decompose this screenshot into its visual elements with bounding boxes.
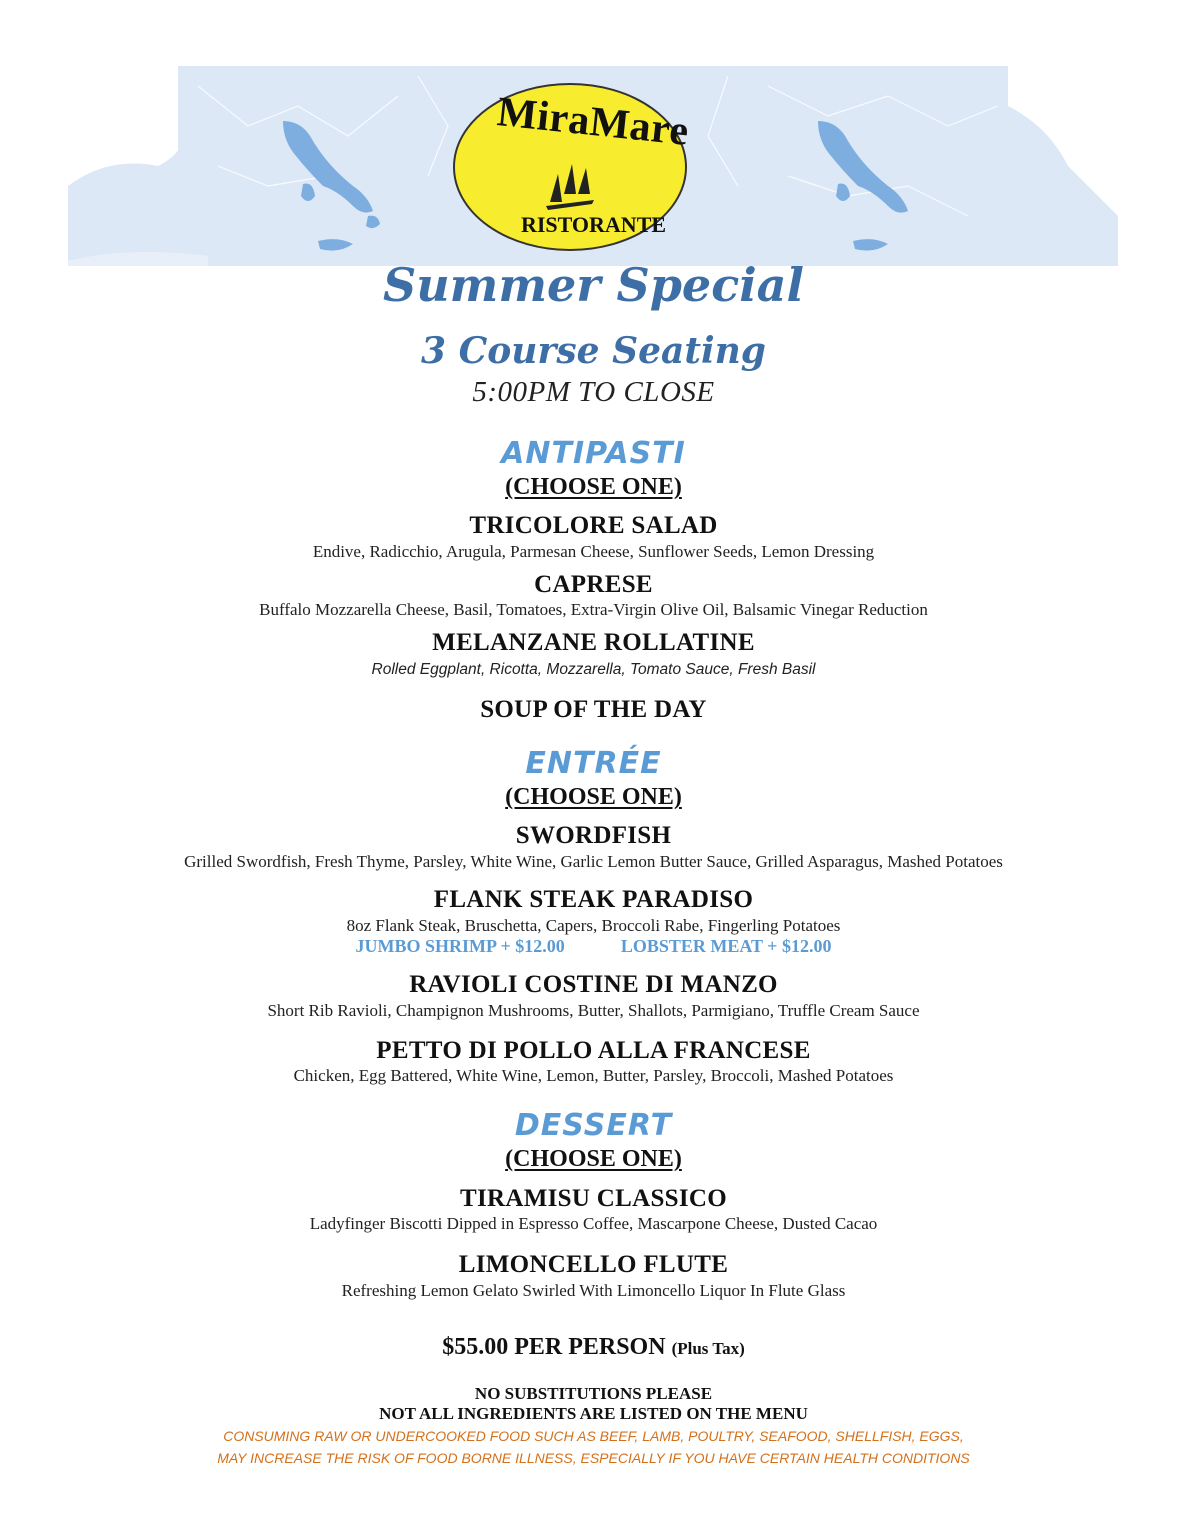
dish-name: CAPRESE [534, 571, 653, 598]
logo-name: MiraMare [495, 89, 692, 155]
price-tax-note: (Plus Tax) [671, 1339, 745, 1358]
section-heading-dessert: DESSERT [514, 1108, 673, 1143]
dish-description: Refreshing Lemon Gelato Swirled With Limoncello Liquor In Flute Glass [341, 1281, 846, 1300]
note-ingredients: NOT ALL INGREDIENTS ARE LISTED ON THE MENU [379, 1404, 808, 1423]
page-subtitle: 3 Course Seating [421, 330, 766, 372]
addon-options [0, 936, 1187, 957]
health-warning-line-1: CONSUMING RAW OR UNDERCOOKED FOOD SUCH AS BEEF, LAMB, POULTRY, SEAFOOD, SHELLFISH, EGGS, [223, 1428, 964, 1444]
dish-description: Chicken, Egg Battered, White Wine, Lemon, Butter, Parsley, Broccoli, Mashed Potatoes [293, 1066, 894, 1085]
price-per-person: $55.00 PER PERSON [442, 1334, 666, 1360]
dish-name: RAVIOLI COSTINE DI MANZO [409, 971, 778, 998]
dish-name: LIMONCELLO FLUTE [458, 1251, 729, 1278]
dish-name: SOUP OF THE DAY [480, 696, 707, 723]
choose-one-dessert: (CHOOSE ONE) [505, 1146, 682, 1172]
logo-subtitle: RISTORANTE [520, 212, 667, 237]
dish-description: 8oz Flank Steak, Bruschetta, Capers, Broccoli Rabe, Fingerling Potatoes [346, 916, 841, 935]
choose-one-entree: (CHOOSE ONE) [505, 784, 682, 810]
choose-one-antipasti: (CHOOSE ONE) [505, 474, 682, 500]
dish-description: Ladyfinger Biscotti Dipped in Espresso Coffee, Mascarpone Cheese, Dusted Cacao [309, 1214, 878, 1233]
page-title: Summer Special [383, 258, 804, 312]
dish-description: Rolled Eggplant, Ricotta, Mozzarella, Tomato Sauce, Fresh Basil [371, 661, 816, 678]
dish-name: TRICOLORE SALAD [469, 512, 718, 539]
dish-name: SWORDFISH [515, 822, 672, 849]
service-hours: 5:00PM TO CLOSE [472, 376, 715, 408]
section-heading-entree: ENTRÉE [525, 746, 662, 781]
note-no-substitutions: NO SUBSTITUTIONS PLEASE [474, 1384, 713, 1403]
addon-jumbo-shrimp: JUMBO SHRIMP + $12.00 [355, 936, 565, 956]
dish-name: PETTO DI POLLO ALLA FRANCESE [376, 1037, 811, 1064]
dish-name: MELANZANE ROLLATINE [432, 629, 755, 656]
health-warning-line-2: MAY INCREASE THE RISK OF FOOD BORNE ILLNESS, ESPECIALLY IF YOU HAVE CERTAIN HEALTH CONDITIONS [217, 1450, 970, 1466]
dish-name: TIRAMISU CLASSICO [460, 1185, 727, 1212]
addon-lobster-meat: LOBSTER MEAT + $12.00 [620, 936, 832, 956]
section-heading-antipasti: ANTIPASTI [501, 436, 686, 471]
dish-description: Buffalo Mozzarella Cheese, Basil, Tomatoes, Extra-Virgin Olive Oil, Balsamic Vinegar Reduction [259, 600, 928, 619]
dish-description: Endive, Radicchio, Arugula, Parmesan Cheese, Sunflower Seeds, Lemon Dressing [312, 542, 875, 561]
dish-description: Grilled Swordfish, Fresh Thyme, Parsley, White Wine, Garlic Lemon Butter Sauce, Grilled Asparagus, Mashed Potatoes [184, 852, 1003, 871]
price-line [0, 1334, 1187, 1361]
dish-description: Short Rib Ravioli, Champignon Mushrooms, Butter, Shallots, Parmigiano, Truffle Cream Sauce [267, 1001, 920, 1020]
dish-name: FLANK STEAK PARADISO [433, 886, 754, 913]
